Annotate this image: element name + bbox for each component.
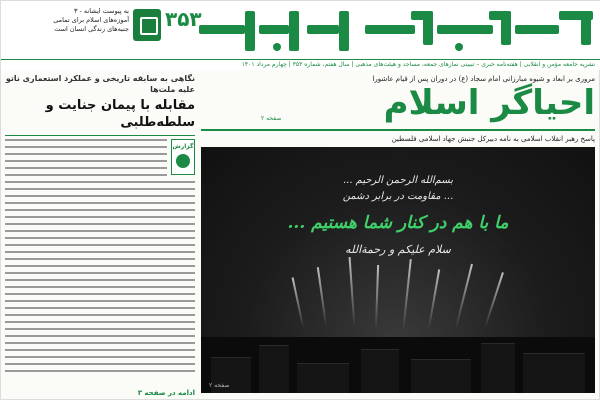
- photo-caption: پاسخ رهبر انقلاب اسلامی به نامه دبیرکل جنبش جهاد اسلامی فلسطین: [391, 135, 595, 143]
- text-line: [5, 293, 195, 295]
- text-line: [5, 160, 167, 162]
- lead-kicker: مروری بر ابعاد و شیوه مبارزانی امام سجاد (ع) در دوران پس از قیام عاشورا: [372, 75, 595, 83]
- building: [259, 345, 289, 393]
- text-line: [5, 188, 195, 190]
- text-line: [5, 216, 195, 218]
- text-line: [5, 314, 195, 316]
- left-headline[interactable]: مقابله با پیمان جنایت و سلطه‌طلبی: [45, 98, 195, 130]
- handwriting-line: ما با هم در کنار شما هستیم ...: [287, 213, 509, 233]
- building: [361, 349, 399, 393]
- slogan-line: آموزه‌های اسلام برای تمامی: [53, 16, 129, 24]
- text-line: [5, 370, 195, 372]
- city-skyline: [201, 337, 595, 393]
- article-body: [5, 181, 195, 377]
- text-line: [5, 237, 195, 239]
- text-line: [5, 265, 195, 267]
- issue-number: ۳۵۳: [165, 7, 202, 31]
- text-line: [5, 321, 195, 323]
- slogan: [5, 7, 129, 34]
- text-line: [5, 174, 167, 176]
- emblem-icon: [133, 9, 161, 41]
- report-label: گزارش: [172, 143, 194, 150]
- text-line: [5, 230, 195, 232]
- text-line: [5, 356, 195, 358]
- slogan-line: جنبه‌های زندگی انسان است: [54, 25, 129, 33]
- article-body-top: [5, 139, 167, 181]
- handwriting-line: بسم‌الله الرحمن الرحیم ...: [342, 175, 454, 186]
- text-line: [5, 363, 195, 365]
- building: [297, 363, 349, 393]
- text-line: [5, 202, 195, 204]
- text-line: [5, 286, 195, 288]
- text-line: [5, 195, 195, 197]
- report-tag: [171, 139, 195, 175]
- masthead: [1, 1, 600, 69]
- photo-page-ref: صفحه ۲: [209, 382, 230, 389]
- masthead-subhead: نشریه جامعه مؤمن و انقلابی | هفته‌نامه خبری – تبیینی نمازهای جمعه، مساجد و هیئت‌های مذهبی | سال هفتم، شماره ۳۵۳ | چهارم مرداد ۱۴۰۱: [1, 59, 600, 70]
- text-line: [5, 146, 167, 148]
- text-line: [5, 272, 195, 274]
- report-icon: [176, 154, 190, 168]
- handwriting-line: ... مقاومت در برابر دشمن: [342, 191, 454, 202]
- text-line: [5, 279, 195, 281]
- text-line: [5, 181, 195, 183]
- building: [481, 343, 515, 393]
- lead-headline[interactable]: احیاگر اسلام: [383, 83, 595, 123]
- rocket-night-photo[interactable]: [201, 147, 595, 393]
- text-line: [5, 153, 167, 155]
- handwriting-line: سلام علیکم و رحمة‌الله: [345, 243, 451, 256]
- building: [523, 353, 585, 393]
- building: [411, 359, 471, 393]
- text-line: [5, 258, 195, 260]
- text-line: [5, 342, 195, 344]
- text-line: [5, 251, 195, 253]
- text-line: [5, 307, 195, 309]
- text-line: [5, 209, 195, 211]
- divider: [5, 135, 195, 136]
- text-line: [5, 300, 195, 302]
- text-line: [5, 335, 195, 337]
- text-line: [5, 167, 167, 169]
- slogan-line: به پیوست ایشانه - ۳: [73, 7, 129, 15]
- text-line: [5, 139, 167, 141]
- left-kicker: نگاهی به سابقه تاریخی و عملکرد استعماری ناتو علیه ملت‌ها: [5, 74, 195, 94]
- text-line: [5, 349, 195, 351]
- continue-link[interactable]: ادامه در صفحه ۳: [137, 389, 195, 397]
- text-line: [5, 223, 195, 225]
- divider: [201, 129, 595, 131]
- text-line: [5, 328, 195, 330]
- text-line: [5, 244, 195, 246]
- lead-page-ref: صفحه ۲: [261, 115, 282, 122]
- masthead-logo: [189, 5, 600, 57]
